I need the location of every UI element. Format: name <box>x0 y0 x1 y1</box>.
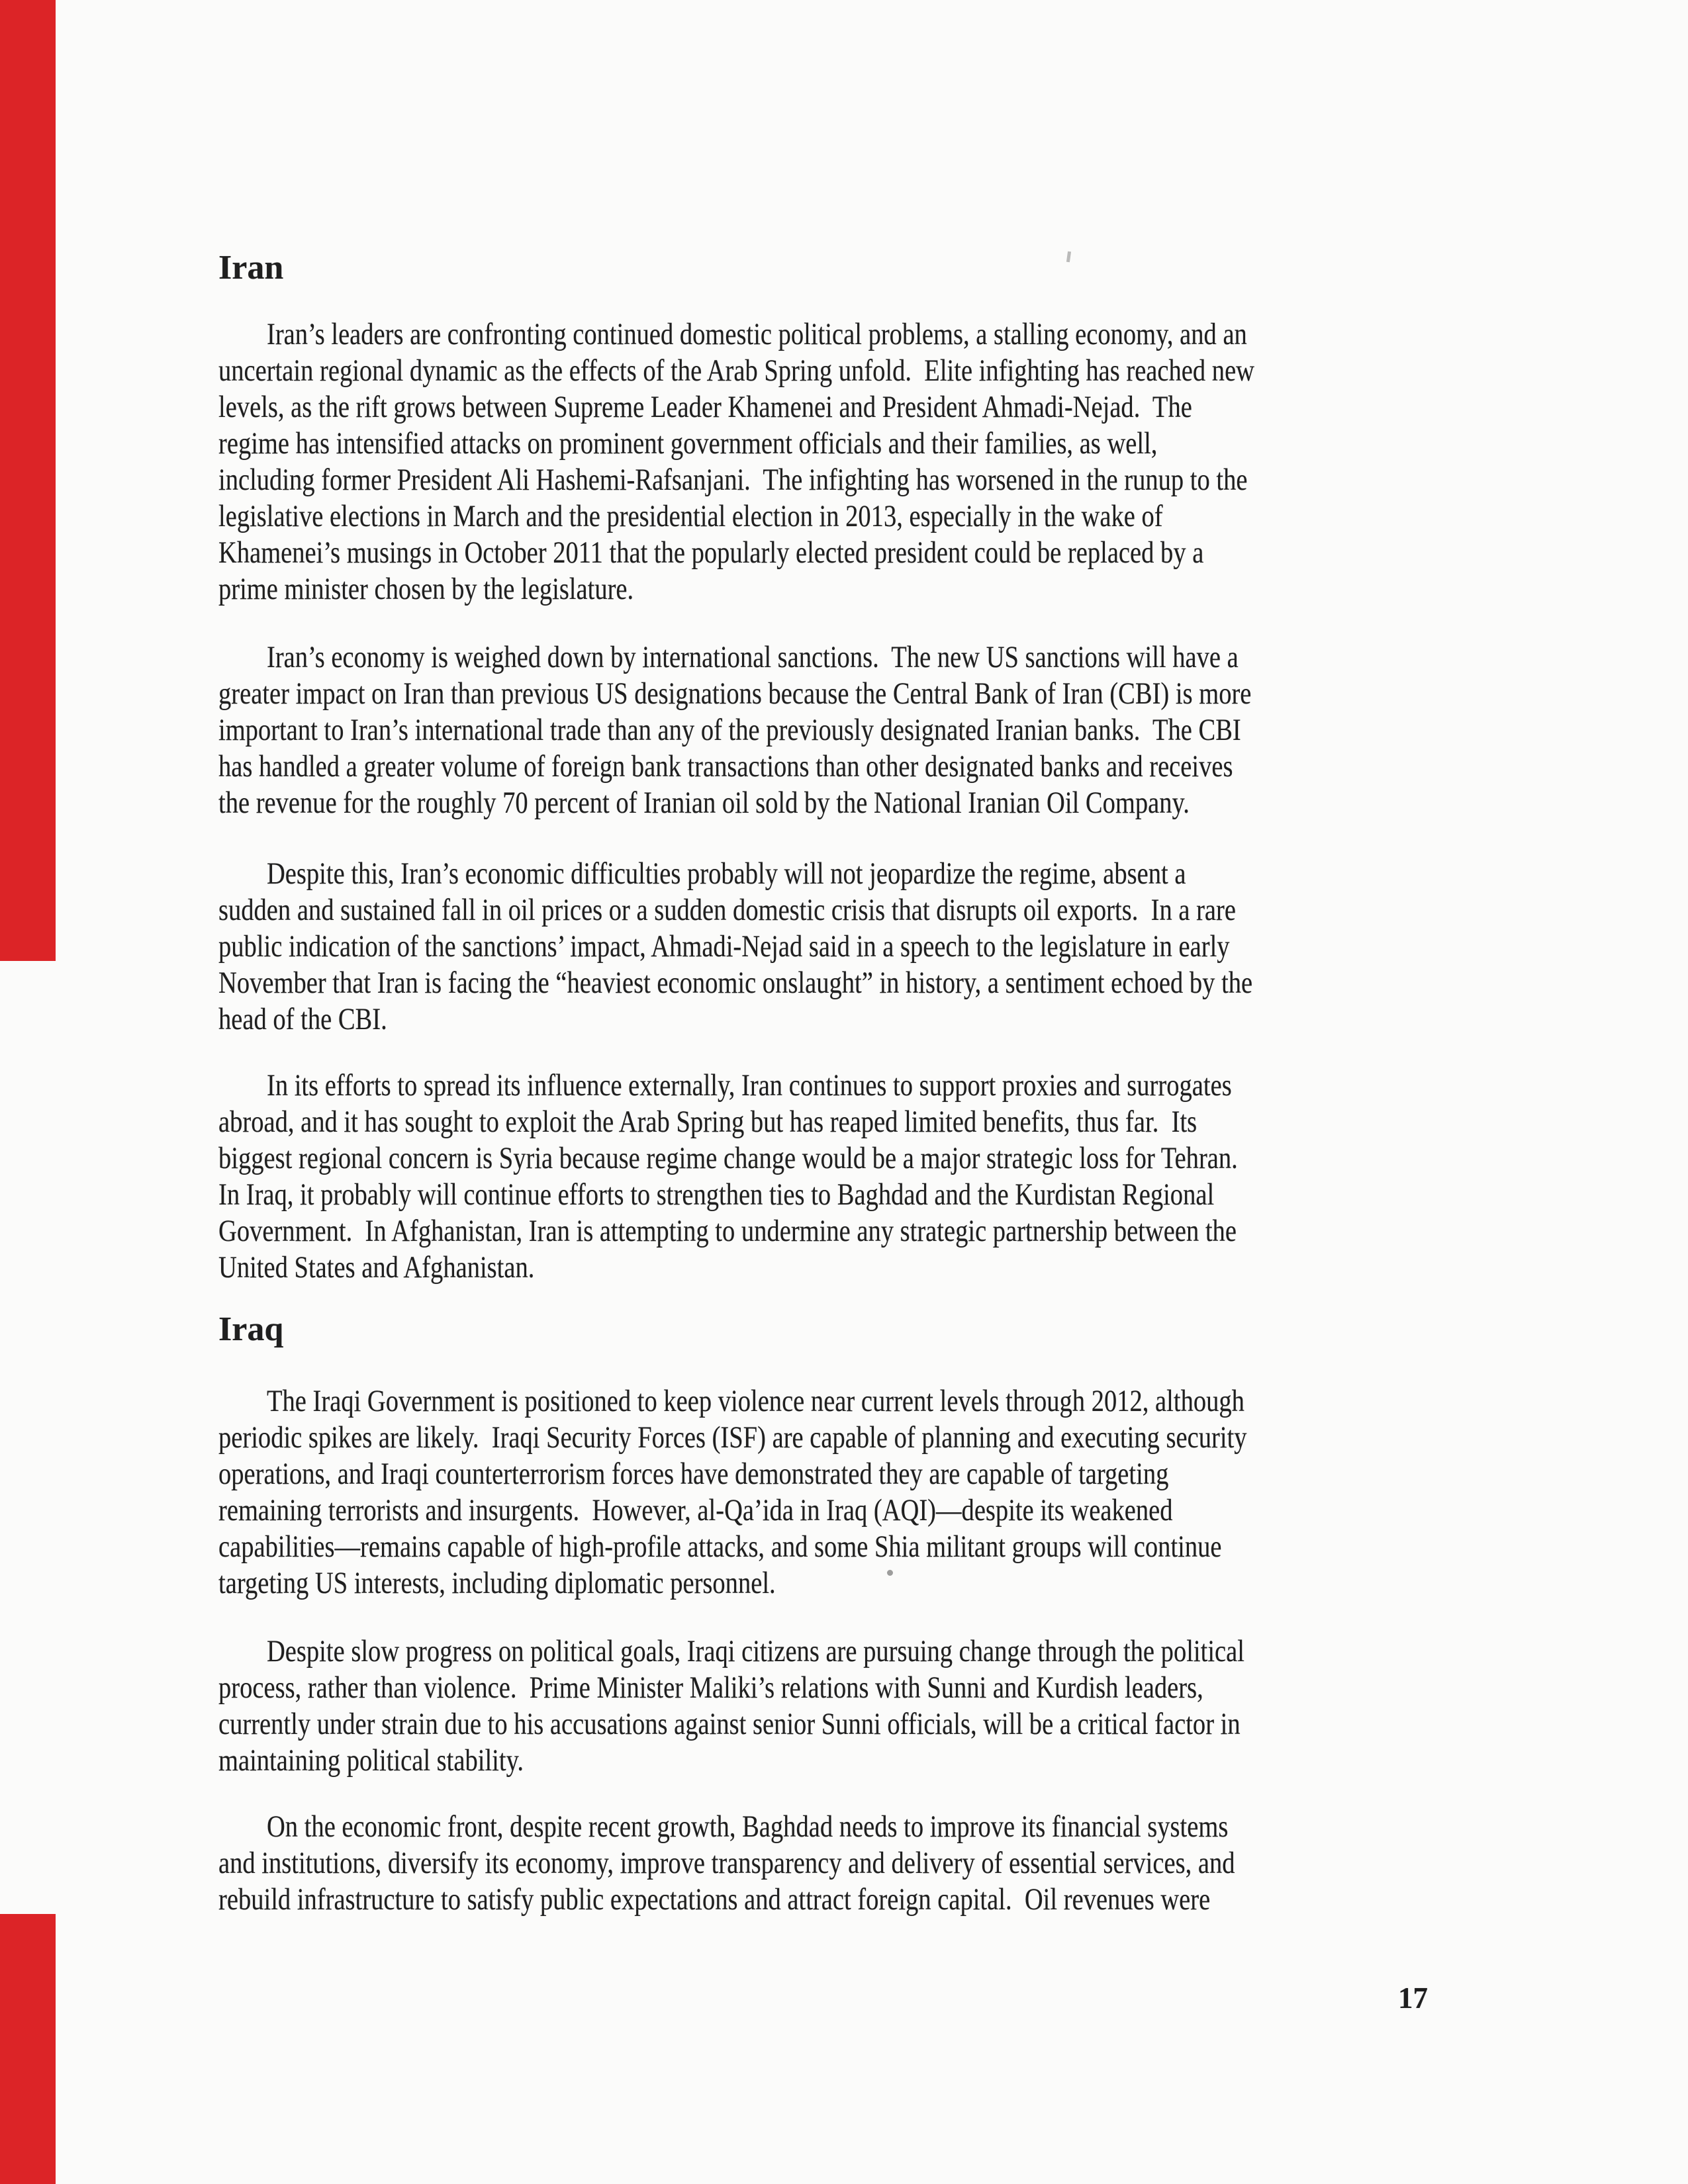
text-line: abroad, and it has sought to exploit the Arab Spring but has reaped limited benefits, thus far. Its <box>218 1105 1197 1139</box>
text-line: In Iraq, it probably will continue efforts to strengthen ties to Baghdad and the Kurdistan Regional <box>218 1177 1215 1212</box>
text-line: Iran’s economy is weighed down by international sanctions. The new US sanctions will have a <box>266 640 1239 674</box>
paragraph <box>218 856 1463 1038</box>
text-line: In its efforts to spread its influence externally, Iran continues to support proxies and surrogates <box>266 1068 1232 1103</box>
text-line: Despite this, Iran’s economic difficulties probably will not jeopardize the regime, absent a <box>266 856 1186 891</box>
text-line: head of the CBI. <box>218 1002 387 1036</box>
text-line: Despite slow progress on political goals, Iraqi citizens are pursuing change through the political <box>266 1634 1244 1668</box>
paragraph <box>218 1633 1463 1779</box>
text-line: rebuild infrastructure to satisfy public expectations and attract foreign capital. Oil revenues were <box>218 1882 1211 1917</box>
text-line: United States and Afghanistan. <box>218 1250 535 1285</box>
paragraph <box>218 1383 1463 1602</box>
paragraph <box>218 316 1463 608</box>
scan-artifact-dot <box>887 1570 893 1576</box>
text-line: Khamenei’s musings in October 2011 that the popularly elected president could be replaced by a <box>218 535 1204 570</box>
text-line: regime has intensified attacks on prominent government officials and their families, as well, <box>218 426 1158 461</box>
text-line: The Iraqi Government is positioned to keep violence near current levels through 2012, although <box>266 1384 1244 1418</box>
text-line: biggest regional concern is Syria because regime change would be a major strategic loss for Tehran. <box>218 1141 1238 1175</box>
text-line: capabilities—remains capable of high-profile attacks, and some Shia militant groups will continue <box>218 1529 1222 1564</box>
text-line: operations, and Iraqi counterterrorism forces have demonstrated they are capable of targeting <box>218 1457 1169 1491</box>
paragraph <box>218 1809 1463 1918</box>
text-line: uncertain regional dynamic as the effects of the Arab Spring unfold. Elite infighting has reached new <box>218 353 1255 388</box>
text-line: levels, as the rift grows between Supreme Leader Khamenei and President Ahmadi-Nejad. The <box>218 390 1192 424</box>
text-line: public indication of the sanctions’ impact, Ahmadi-Nejad said in a speech to the legislature in early <box>218 929 1230 964</box>
text-line: On the economic front, despite recent growth, Baghdad needs to improve its financial systems <box>266 1809 1229 1844</box>
text-line: November that Iran is facing the “heaviest economic onslaught” in history, a sentiment echoed by the <box>218 966 1253 1000</box>
section-heading-iran: Iran <box>218 249 284 287</box>
text-line: remaining terrorists and insurgents. However, al-Qa’ida in Iraq (AQI)—despite its weakened <box>218 1493 1173 1527</box>
text-line: greater impact on Iran than previous US designations because the Central Bank of Iran (CBI) is more <box>218 676 1252 711</box>
text-line: and institutions, diversify its economy, improve transparency and delivery of essential services, and <box>218 1846 1235 1880</box>
text-line: currently under strain due to his accusations against senior Sunni officials, will be a critical factor in <box>218 1707 1241 1741</box>
text-line: including former President Ali Hashemi-Rafsanjani. The infighting has worsened in the runup to the <box>218 463 1248 497</box>
text-line: prime minister chosen by the legislature. <box>218 572 634 606</box>
paragraph <box>218 1068 1463 1286</box>
text-line: Iran’s leaders are confronting continued domestic political problems, a stalling economy, and an <box>266 317 1247 351</box>
text-line: maintaining political stability. <box>218 1743 524 1778</box>
text-line: has handled a greater volume of foreign bank transactions than other designated banks and receives <box>218 749 1233 784</box>
text-line: sudden and sustained fall in oil prices or a sudden domestic crisis that disrupts oil exports. In a rare <box>218 893 1236 927</box>
text-line: legislative elections in March and the presidential election in 2013, especially in the wake of <box>218 499 1163 533</box>
text-line: Government. In Afghanistan, Iran is attempting to undermine any strategic partnership between the <box>218 1214 1237 1248</box>
text-line: important to Iran’s international trade than any of the previously designated Iranian banks. The CBI <box>218 713 1241 747</box>
text-line: periodic spikes are likely. Iraqi Security Forces (ISF) are capable of planning and executing security <box>218 1420 1247 1455</box>
text-line: targeting US interests, including diplomatic personnel. <box>218 1566 776 1600</box>
page-number: 17 <box>1398 1981 1428 2015</box>
text-line: process, rather than violence. Prime Minister Maliki’s relations with Sunni and Kurdish leaders, <box>218 1670 1203 1705</box>
text-line: the revenue for the roughly 70 percent of Iranian oil sold by the National Iranian Oil Company. <box>218 786 1190 820</box>
section-heading-iraq: Iraq <box>218 1310 284 1348</box>
paragraph <box>218 639 1463 821</box>
